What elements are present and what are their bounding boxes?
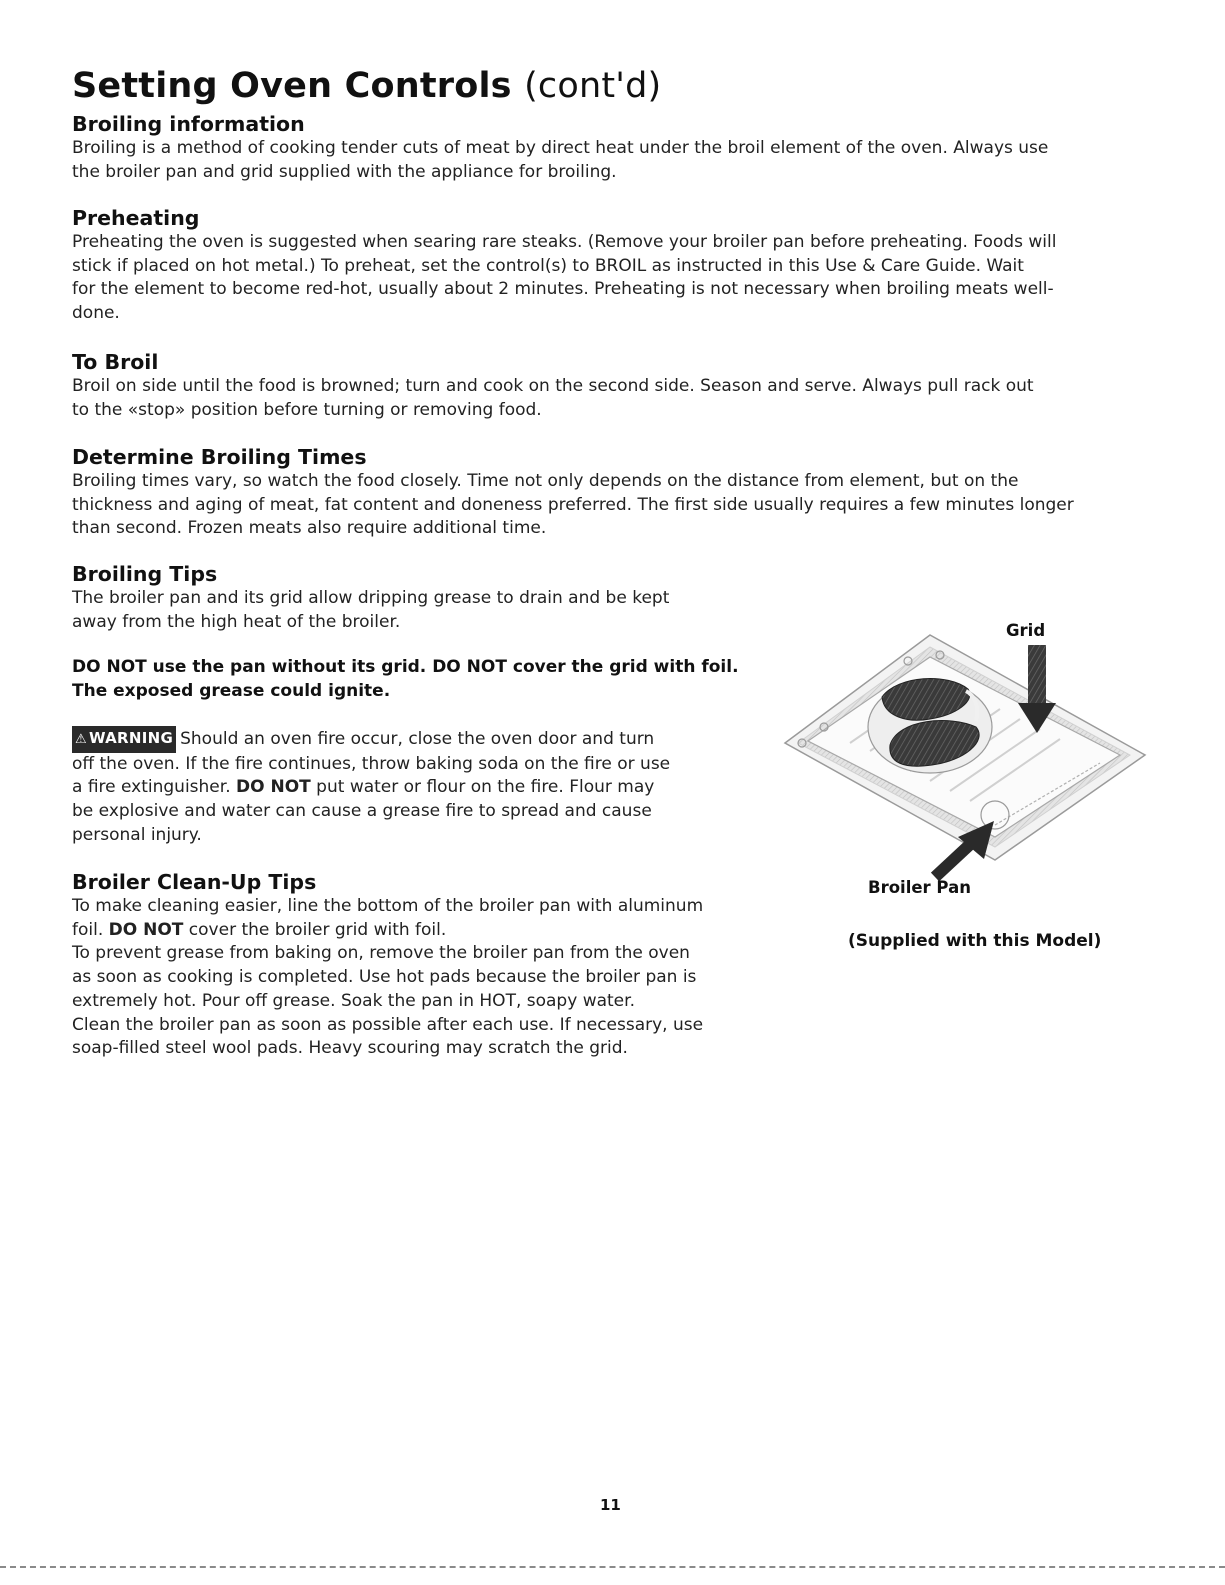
paragraph-line: Broiling times vary, so watch the food closely. Time not only depends on the distance from element, but on the <box>72 471 1019 491</box>
paragraph-text: foil. <box>72 919 109 940</box>
page-number: 11 <box>600 1496 621 1514</box>
warning-emphasis: DO NOT <box>236 777 311 798</box>
page-title <box>72 66 661 106</box>
paragraph-line: Broil on side until the food is browned; turn and cook on the second side. Season and serve. Always pull rack out <box>72 376 1034 396</box>
paragraph-line: done. <box>72 303 120 324</box>
section-preheating <box>72 205 1152 326</box>
warning-badge-label: WARNING <box>88 728 174 747</box>
paragraph-line: as soon as cooking is completed. Use hot pads because the broiler pan is <box>72 967 697 988</box>
figure-label-broiler-pan: Broiler Pan <box>868 878 971 897</box>
paragraph-line <box>72 919 772 943</box>
heading-broiler-cleanup-tips: Broiler Clean-Up Tips <box>72 870 317 894</box>
warning-line <box>72 726 772 753</box>
figure-caption: (Supplied with this Model) <box>848 931 1102 951</box>
warning-text: Should an oven fire occur, close the oven door and turn <box>180 728 655 749</box>
warning-triangle-icon: ⚠ <box>75 731 87 747</box>
heading-broiling-tips: Broiling Tips <box>72 562 218 586</box>
page-title-main: Setting Oven Controls <box>72 66 512 106</box>
caution-line: The exposed grease could ignite. <box>72 681 391 702</box>
page-title-suffix: (cont'd) <box>524 66 662 106</box>
warning-line: personal injury. <box>72 824 202 845</box>
paragraph-line: soap-filled steel wool pads. Heavy scouring may scratch the grid. <box>72 1038 628 1059</box>
paragraph-line: The broiler pan and its grid allow dripping grease to drain and be kept <box>72 588 670 608</box>
heading-determine-broiling-times: Determine Broiling Times <box>72 445 367 469</box>
paragraph-line: Preheating the oven is suggested when searing rare steaks. (Remove your broiler pan before preheating. Foods will <box>72 232 1057 252</box>
paragraph-line: Broiling is a method of cooking tender cuts of meat by direct heat under the broil element of the oven. Always use <box>72 138 1049 158</box>
paragraph-line: to the «stop» position before turning or removing food. <box>72 399 542 420</box>
warning-line: be explosive and water can cause a grease fire to spread and cause <box>72 800 652 821</box>
paragraph-line: To prevent grease from baking on, remove the broiler pan from the oven <box>72 943 690 964</box>
heading-to-broil: To Broil <box>72 350 159 374</box>
heading-preheating: Preheating <box>72 206 200 230</box>
section-broiling-information <box>72 111 1152 184</box>
paragraph-text: cover the broiler grid with foil. <box>183 919 447 940</box>
paragraph-line: extremely hot. Pour off grease. Soak the pan in HOT, soapy water. <box>72 990 635 1011</box>
paragraph-line: away from the high heat of the broiler. <box>72 611 401 632</box>
section-determine-broiling-times <box>72 444 1152 541</box>
warning-badge <box>72 726 176 753</box>
figure-label-grid: Grid <box>1006 621 1046 640</box>
section-broiling-tips <box>72 561 772 847</box>
section-to-broil <box>72 349 1152 422</box>
warning-text: put water or flour on the fire. Flour may <box>310 777 655 798</box>
warning-line <box>72 776 772 800</box>
broiler-pan-figure <box>780 615 1150 915</box>
paragraph-line: for the element to become red-hot, usually about 2 minutes. Preheating is not necessary when broiling meats well- <box>72 279 1054 300</box>
section-broiler-cleanup-tips <box>72 869 772 1061</box>
paragraph-line: To make cleaning easier, line the bottom of the broiler pan with aluminum <box>72 896 704 916</box>
paragraph-line: thickness and aging of meat, fat content and doneness preferred. The first side usually requires a few minutes longer <box>72 494 1074 515</box>
bottom-divider <box>0 1566 1225 1568</box>
warning-line: off the oven. If the fire continues, throw baking soda on the fire or use <box>72 753 671 774</box>
warning-text: a fire extinguisher. <box>72 777 237 798</box>
paragraph-emphasis: DO NOT <box>108 919 184 940</box>
broiler-pan-illustration <box>780 615 1150 915</box>
paragraph-line: stick if placed on hot metal.) To preheat, set the control(s) to BROIL as instructed in this Use & Care Guide. Wait <box>72 255 1024 276</box>
paragraph-line: Clean the broiler pan as soon as possible after each use. If necessary, use <box>72 1014 704 1035</box>
heading-broiling-information: Broiling information <box>72 112 305 136</box>
caution-line: DO NOT use the pan without its grid. DO NOT cover the grid with foil. <box>72 657 739 678</box>
paragraph-line: than second. Frozen meats also require additional time. <box>72 518 547 539</box>
paragraph-line: the broiler pan and grid supplied with the appliance for broiling. <box>72 161 617 182</box>
